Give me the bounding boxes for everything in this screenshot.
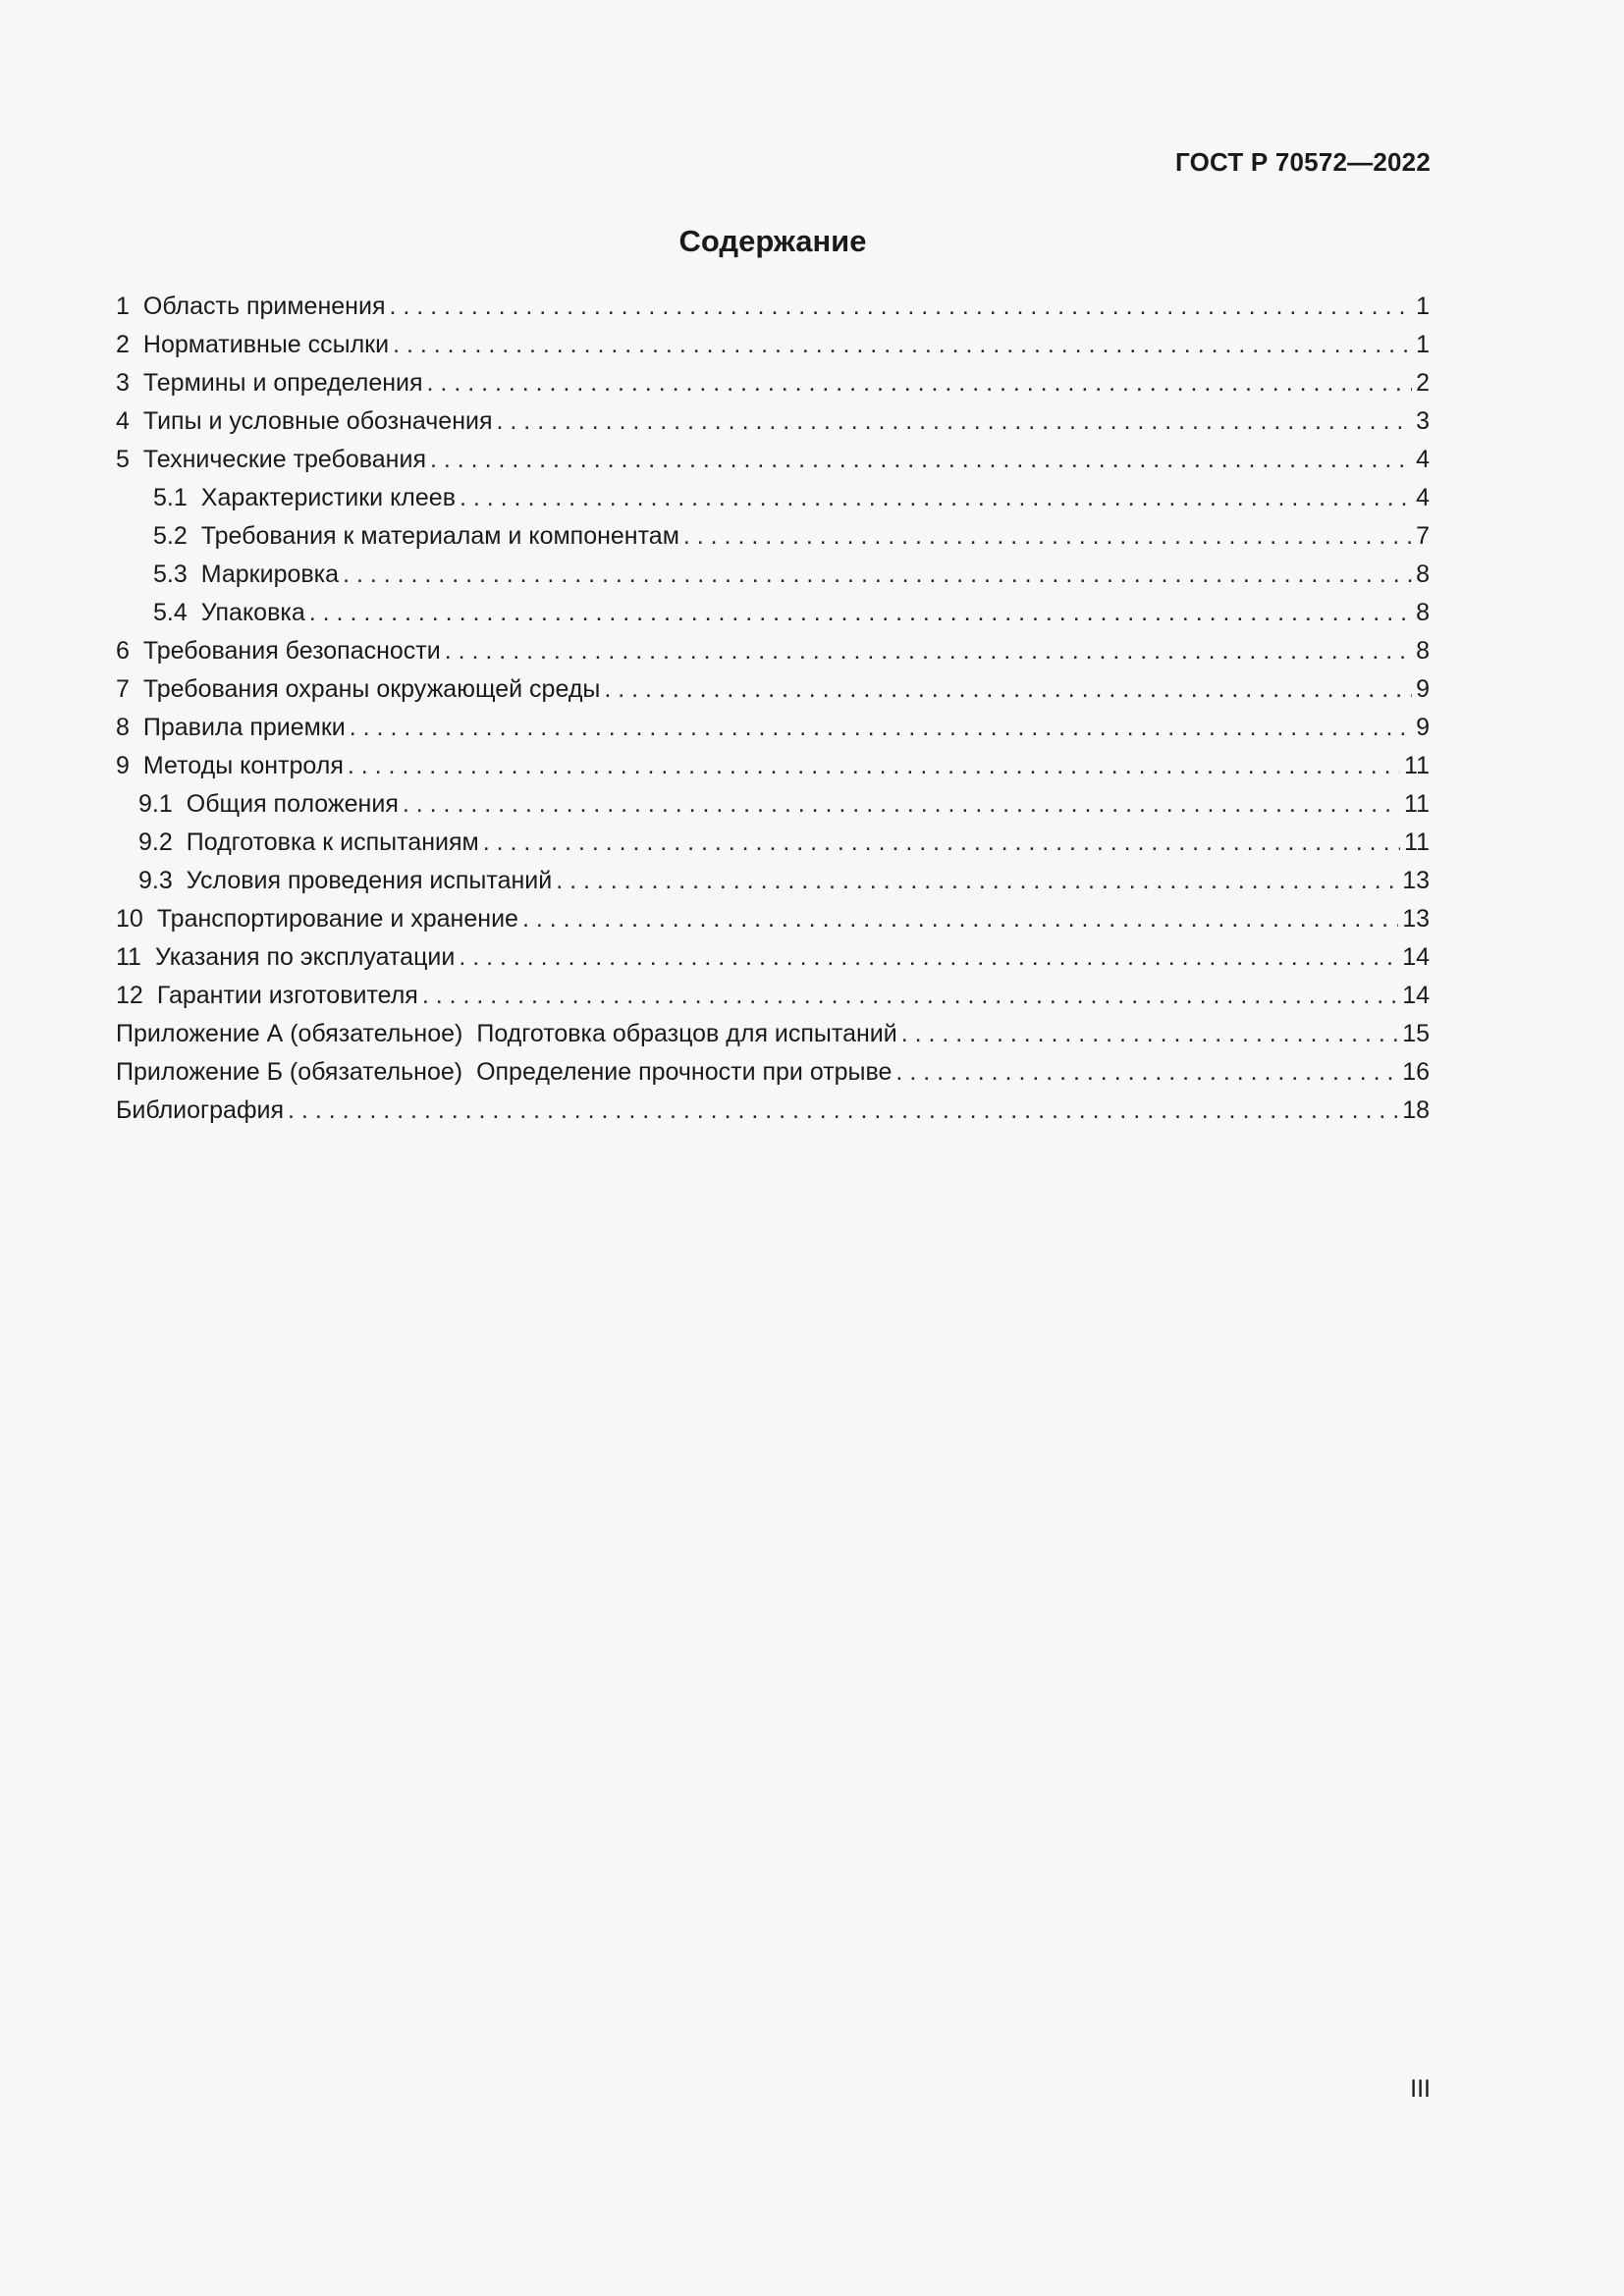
toc-entry-page: 8 [1416, 561, 1430, 588]
dot-leader [895, 1053, 1398, 1092]
toc-entry-label: Требования охраны окружающей среды [142, 675, 601, 703]
toc-entry-page: 1 [1416, 293, 1430, 320]
dot-leader [348, 747, 1400, 785]
toc-entry[interactable] [116, 1092, 1430, 1130]
toc-entry-label: Подготовка к испытаниям [186, 828, 479, 856]
dot-leader [393, 326, 1412, 364]
document-code: ГОСТ Р 70572—2022 [1175, 147, 1431, 177]
dot-leader [683, 517, 1412, 556]
dot-leader [288, 1092, 1398, 1130]
dot-leader [483, 824, 1400, 862]
toc-entry-page: 8 [1416, 637, 1430, 665]
toc-entry-label: Требования к материалам и компонентам [200, 522, 679, 550]
toc-entry-label: Нормативные ссылки [142, 331, 390, 358]
dot-leader [497, 402, 1413, 441]
toc-entry[interactable] [116, 824, 1430, 862]
toc-entry-label: Указания по эксплуатации [154, 943, 456, 971]
toc-entry-label: Определение прочности при отрыве [476, 1058, 893, 1086]
dot-leader [522, 900, 1398, 938]
toc-entry-label: Упаковка [200, 599, 305, 626]
toc-entry-page: 4 [1416, 484, 1430, 511]
toc-entry[interactable] [116, 862, 1430, 900]
toc-entry[interactable] [116, 632, 1430, 670]
toc-entry-page: 16 [1402, 1058, 1430, 1086]
dot-leader [343, 556, 1412, 594]
dot-leader [445, 632, 1412, 670]
toc-entry-page: 18 [1402, 1096, 1430, 1124]
toc-entry[interactable] [116, 785, 1430, 824]
toc-entry[interactable] [116, 709, 1430, 747]
toc-entry-number: 5 [116, 446, 130, 473]
toc-entry[interactable] [116, 1015, 1430, 1053]
toc-entry-page: 13 [1402, 905, 1430, 933]
toc-entry-number: 6 [116, 637, 130, 665]
dot-leader [459, 938, 1398, 977]
toc-entry-number: 5.3 [153, 561, 188, 588]
toc-entry[interactable] [116, 594, 1430, 632]
toc-entry[interactable] [116, 288, 1430, 326]
page-title: Содержание [678, 224, 867, 258]
toc-entry-page: 14 [1402, 982, 1430, 1009]
dot-leader [389, 288, 1412, 326]
dot-leader [309, 594, 1412, 632]
toc-entry-label: Транспортирование и хранение [156, 905, 518, 933]
toc-entry[interactable] [116, 977, 1430, 1015]
toc-entry[interactable] [116, 900, 1430, 938]
toc-entry-number: 1 [116, 293, 130, 320]
dot-leader [427, 364, 1413, 402]
toc-entry-page: 11 [1404, 752, 1430, 779]
table-of-contents [116, 288, 1430, 1130]
toc-entry-number: 11 [116, 943, 141, 971]
toc-entry-number: 10 [116, 905, 143, 933]
toc-entry-page: 14 [1402, 943, 1430, 971]
dot-leader [604, 670, 1412, 709]
toc-entry-number: 5.2 [153, 522, 188, 550]
toc-entry-label: Гарантии изготовителя [156, 982, 418, 1009]
toc-entry-label: Условия проведения испытаний [186, 867, 553, 894]
dot-leader [430, 441, 1412, 479]
toc-entry-number: 7 [116, 675, 130, 703]
toc-entry-number: 8 [116, 714, 130, 741]
toc-entry-page: 13 [1402, 867, 1430, 894]
toc-entry[interactable] [116, 556, 1430, 594]
toc-entry-label: Правила приемки [142, 714, 346, 741]
toc-entry-number: 9.3 [138, 867, 173, 894]
toc-entry-number: 5.4 [153, 599, 188, 626]
toc-entry-label: Типы и условные обозначения [142, 407, 493, 435]
toc-entry-page: 2 [1416, 369, 1430, 397]
toc-entry-page: 1 [1416, 331, 1430, 358]
toc-entry-page: 11 [1404, 828, 1430, 856]
toc-entry[interactable] [116, 747, 1430, 785]
page-number: III [1410, 2075, 1431, 2103]
toc-entry-page: 11 [1404, 790, 1430, 818]
toc-entry-page: 9 [1416, 675, 1430, 703]
toc-entry[interactable] [116, 364, 1430, 402]
toc-entry[interactable] [116, 517, 1430, 556]
toc-entry-number: 3 [116, 369, 130, 397]
toc-entry-page: 4 [1416, 446, 1430, 473]
toc-entry-page: 15 [1402, 1020, 1430, 1047]
toc-entry-number: 9.1 [138, 790, 173, 818]
toc-entry-number: 12 [116, 982, 143, 1009]
dot-leader [460, 479, 1412, 517]
toc-entry-number: 4 [116, 407, 130, 435]
dot-leader [556, 862, 1398, 900]
toc-entry[interactable] [116, 326, 1430, 364]
toc-entry-page: 8 [1416, 599, 1430, 626]
toc-entry[interactable] [116, 479, 1430, 517]
toc-entry-label: Технические требования [142, 446, 426, 473]
toc-entry[interactable] [116, 670, 1430, 709]
dot-leader [350, 709, 1412, 747]
toc-entry-label: Общия положения [186, 790, 399, 818]
toc-entry-label: Методы контроля [142, 752, 344, 779]
toc-entry-label: Подготовка образцов для испытаний [476, 1020, 897, 1047]
toc-entry-label: Требования безопасности [142, 637, 441, 665]
toc-entry[interactable] [116, 402, 1430, 441]
toc-entry-number: 9.2 [138, 828, 173, 856]
toc-entry[interactable] [116, 1053, 1430, 1092]
toc-entry[interactable] [116, 938, 1430, 977]
toc-entry-number: 5.1 [153, 484, 188, 511]
toc-entry-number: 9 [116, 752, 130, 779]
dot-leader [403, 785, 1400, 824]
dot-leader [422, 977, 1398, 1015]
toc-entry-label: Характеристики клеев [200, 484, 456, 511]
toc-entry-label: Маркировка [200, 561, 340, 588]
toc-entry[interactable] [116, 441, 1430, 479]
toc-entry-label: Область применения [142, 293, 386, 320]
toc-entry-page: 7 [1416, 522, 1430, 550]
toc-entry-number: Приложение А (обязательное) [116, 1020, 463, 1047]
dot-leader [901, 1015, 1398, 1053]
toc-entry-label: Термины и определения [142, 369, 423, 397]
toc-entry-number: 2 [116, 331, 130, 358]
toc-entry-number: Приложение Б (обязательное) [116, 1058, 463, 1086]
toc-entry-page: 9 [1416, 714, 1430, 741]
toc-entry-label: Библиография [116, 1096, 285, 1124]
toc-entry-page: 3 [1416, 407, 1430, 435]
